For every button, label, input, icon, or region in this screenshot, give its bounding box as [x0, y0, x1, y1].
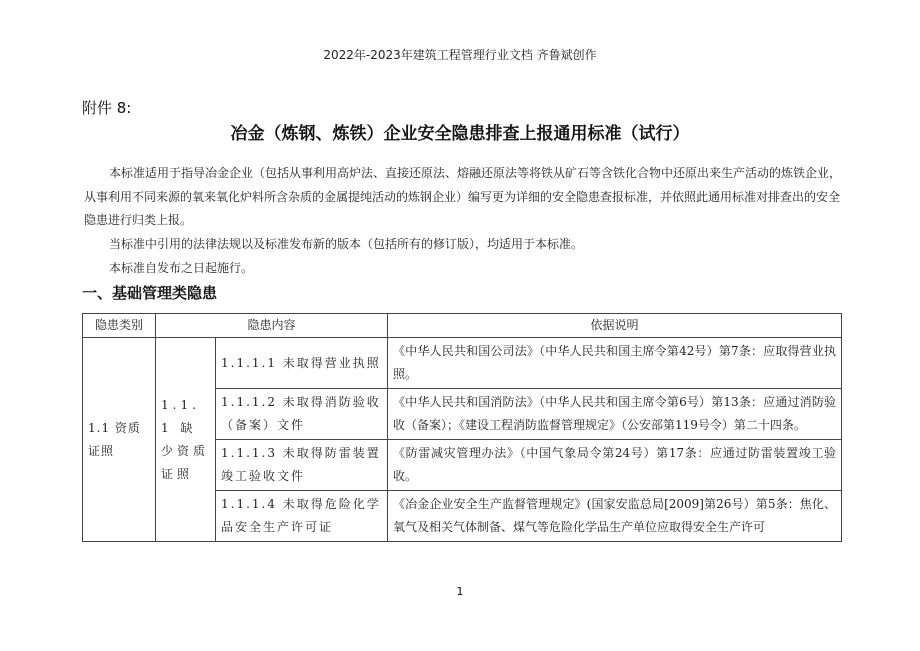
header-content: 隐患内容	[156, 314, 388, 338]
table-header-row	[83, 314, 842, 338]
basis-cell: 《中华人民共和国公司法》（中华人民共和国主席令第42号）第7条：应取得营业执照。	[388, 338, 842, 389]
item-cell: 1.1.1.3 未取得防雷装置竣工验收文件	[216, 440, 388, 491]
basis-cell: 《防雷减灾管理办法》（中国气象局令第24号）第17条：应通过防雷装置竣工验收。	[388, 440, 842, 491]
document-title: 冶金（炼钢、炼铁）企业安全隐患排查上报通用标准（试行）	[230, 124, 690, 144]
hazard-table	[82, 313, 842, 542]
category-cell: 1.1 资质证照	[83, 338, 156, 542]
basis-cell: 《中华人民共和国消防法》（中华人民共和国主席令第6号）第13条：应通过消防验收（备案）；《建设工程消防监督管理规定》（公安部第119号令）第二十四条。	[388, 389, 842, 440]
table-row	[83, 338, 842, 389]
item-cell: 1.1.1.1 未取得营业执照	[216, 338, 388, 389]
page-number: 1	[456, 585, 464, 598]
item-cell: 1.1.1.4 未取得危险化学品安全生产许可证	[216, 491, 388, 542]
intro-paragraph-scope: 本标准适用于指导冶金企业（包括从事利用高炉法、直接还原法、熔融还原法等将铁从矿石等含铁化合物中还原出来生产活动的炼铁企业，从事利用不同来源的氧来氧化炉料所含杂质的金属提纯活动的炼钢企业）编写更为详细的安全隐患查报标准，并依照此通用标准对排查出的安全隐患进行归类上报。	[84, 166, 842, 227]
intro-paragraph-versions: 当标准中引用的法律法规以及标准发布新的版本（包括所有的修订版），均适用于本标准。	[109, 237, 584, 251]
header-basis: 依据说明	[388, 314, 842, 338]
subcategory-cell: 1.1.1 缺少资质证照	[156, 338, 216, 542]
item-cell: 1.1.1.2 未取得消防验收（备案）文件	[216, 389, 388, 440]
basis-cell: 《冶金企业安全生产监督管理规定》(国家安监总局[2009]第26号）第5条：焦化、氧气及相关气体制备、煤气等危险化学品生产单位应取得安全生产许可	[388, 491, 842, 542]
section-heading: 一、基础管理类隐患	[82, 284, 218, 302]
header-category: 隐患类别	[83, 314, 156, 338]
attachment-label: 附件 8:	[82, 99, 132, 117]
document-header: 2022年-2023年建筑工程管理行业文档 齐鲁斌创作	[323, 48, 597, 62]
intro-paragraph-effective: 本标准自发布之日起施行。	[109, 261, 254, 275]
